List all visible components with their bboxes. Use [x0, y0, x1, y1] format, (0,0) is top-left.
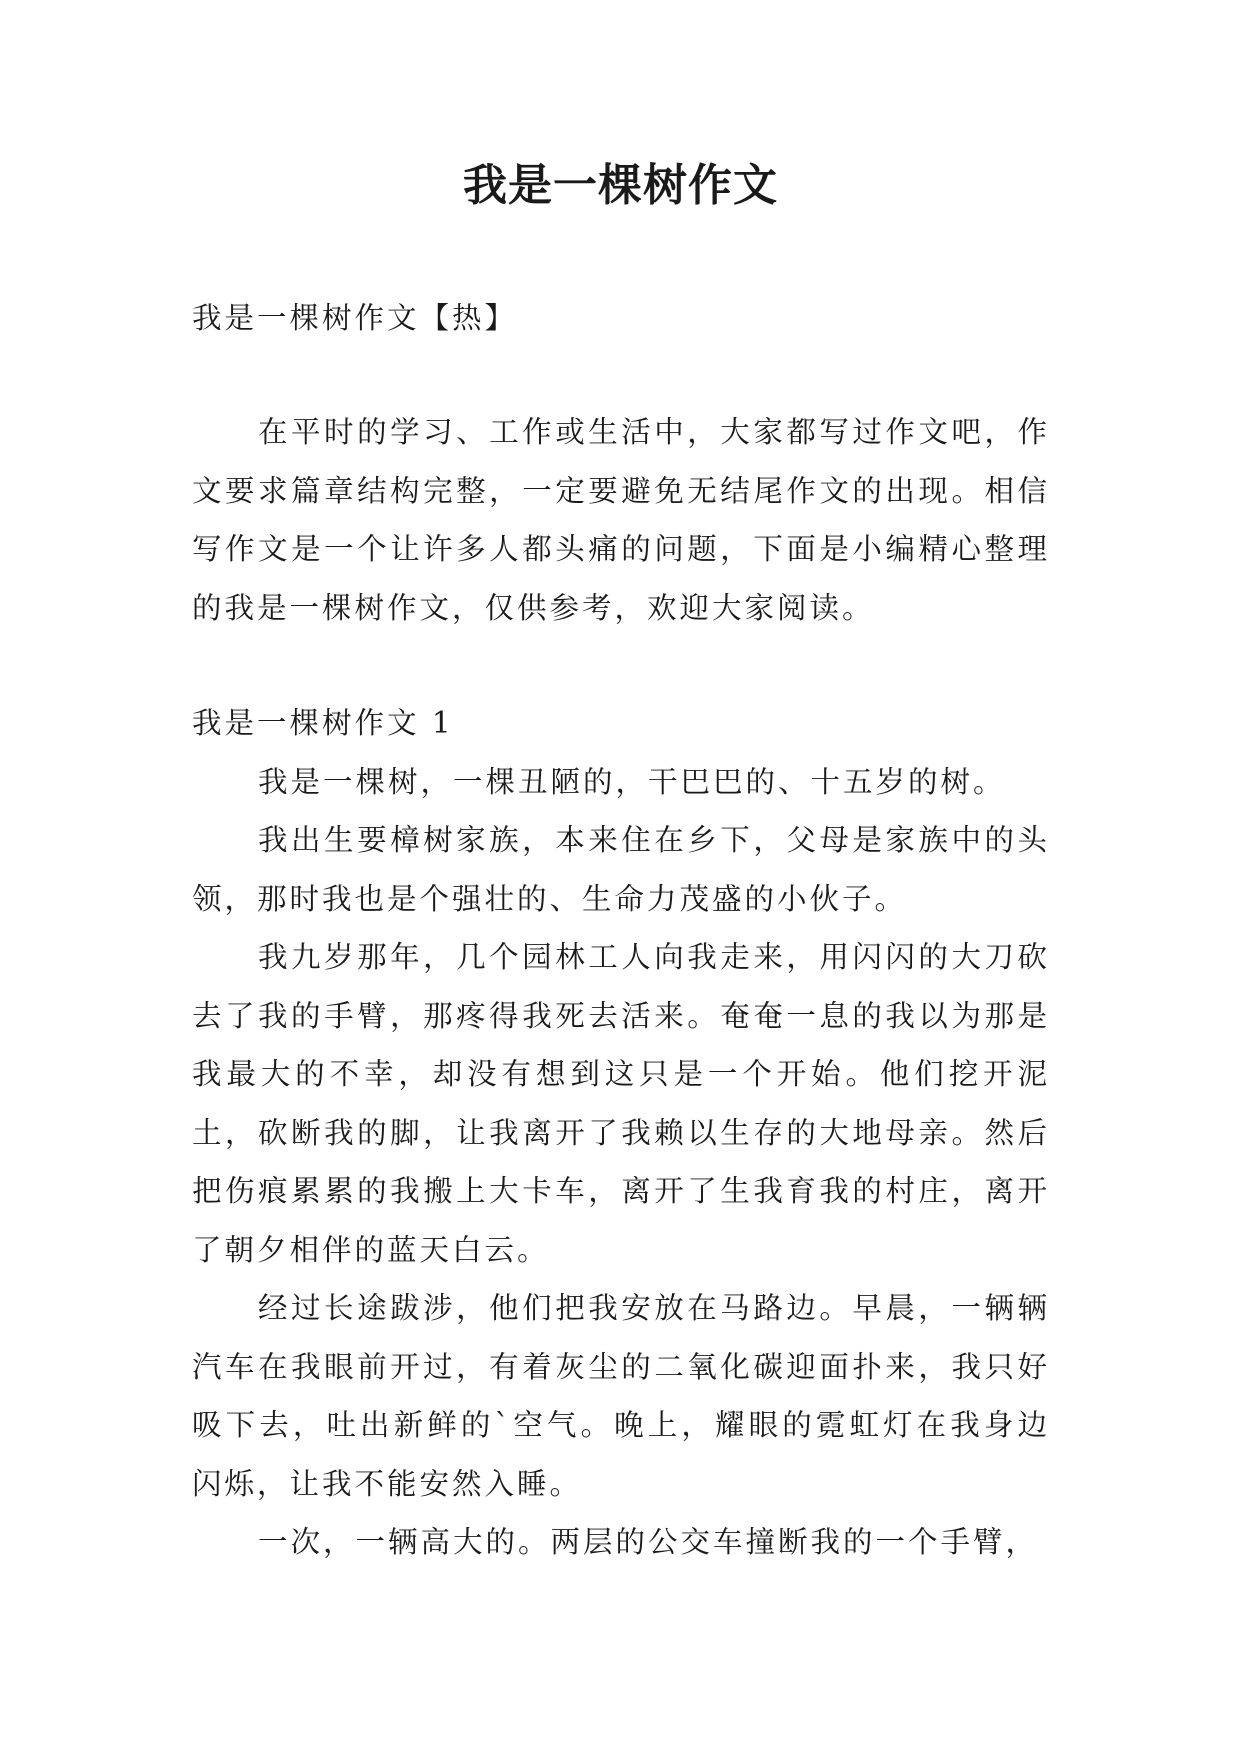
body-paragraph: 我九岁那年，几个园林工人向我走来，用闪闪的大刀砍去了我的手臂，那疼得我死去活来。奄奄一息的我以为那是我最大的不幸，却没有想到这只是一个开始。他们挖开泥土，砍断我的脚，让我离开了我赖以生存的大地母亲。然后把伤痕累累的我搬上大卡车，离开了生我育我的村庄，离开了朝夕相伴的蓝天白云。 [192, 940, 1050, 1267]
body-paragraph: 我出生要樟树家族，本来住在乡下，父母是家族中的头领，那时我也是个强壮的、生命力茂盛的小伙子。 [192, 823, 1050, 916]
document-subtitle: 我是一棵树作文【热】 [192, 301, 518, 335]
body-paragraph: 一次，一辆高大的。两层的公交车撞断我的一个手臂， [258, 1525, 1039, 1559]
body-paragraph: 经过长途跋涉，他们把我安放在马路边。早晨，一辆辆汽车在我眼前开过，有着灰尘的二氧化碳迎面扑来，我只好吸下去，吐出新鲜的`空气。晚上，耀眼的霓虹灯在我身边闪烁，让我不能安然入睡。 [192, 1291, 1050, 1501]
document-title: 我是一棵树作文 [463, 160, 778, 211]
section-heading: 我是一棵树作文 1 [192, 706, 454, 740]
intro-paragraph: 在平时的学习、工作或生活中，大家都写过作文吧，作文要求篇章结构完整，一定要避免无结尾作文的出现。相信写作文是一个让许多人都头痛的问题，下面是小编精心整理的我是一棵树作文，仅供参考，欢迎大家阅读。 [192, 415, 1050, 625]
essay-section [192, 694, 1050, 1572]
intro-block [192, 403, 1050, 637]
body-paragraph: 我是一棵树，一棵丑陋的，干巴巴的、十五岁的树。 [258, 764, 1006, 799]
